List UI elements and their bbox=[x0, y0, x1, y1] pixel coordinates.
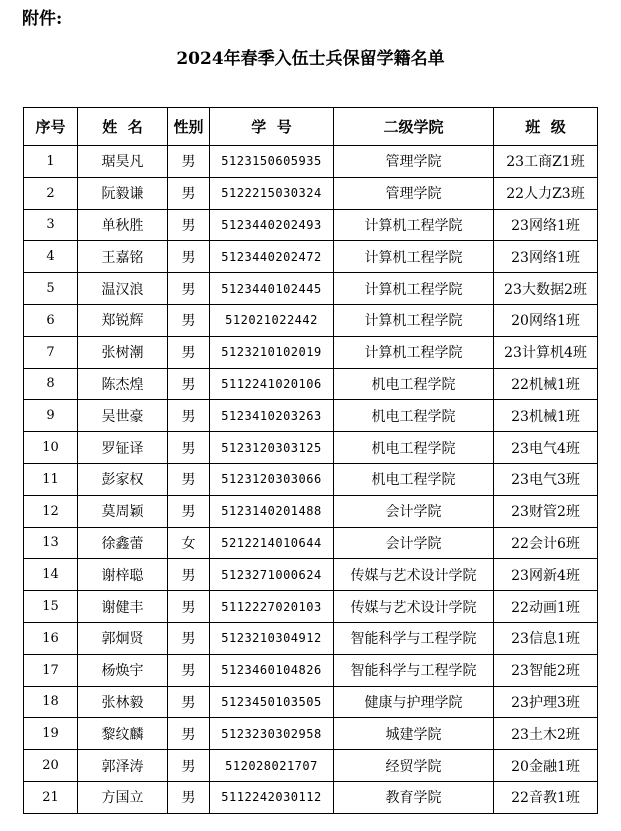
row-number-cell: 12 bbox=[24, 495, 78, 527]
college-cell: 教育学院 bbox=[334, 781, 494, 813]
class-name-cell: 22机械1班 bbox=[494, 368, 598, 400]
class-name-cell: 23智能2班 bbox=[494, 654, 598, 686]
student-name-cell: 温汉浪 bbox=[78, 273, 168, 305]
header-gender: 性别 bbox=[168, 108, 210, 146]
student-id-cell: 5112242030112 bbox=[210, 781, 334, 813]
student-id-cell: 5123210304912 bbox=[210, 622, 334, 654]
gender-cell: 女 bbox=[168, 527, 210, 559]
attachment-label: 附件: bbox=[22, 9, 63, 29]
table-row bbox=[24, 432, 598, 464]
row-number-cell: 7 bbox=[24, 336, 78, 368]
row-number-cell: 5 bbox=[24, 273, 78, 305]
college-cell: 会计学院 bbox=[334, 527, 494, 559]
gender-cell: 男 bbox=[168, 368, 210, 400]
college-cell: 计算机工程学院 bbox=[334, 273, 494, 305]
student-name-cell: 谢梓聪 bbox=[78, 559, 168, 591]
student-name-cell: 张林毅 bbox=[78, 686, 168, 718]
row-number-cell: 15 bbox=[24, 591, 78, 623]
student-name-cell: 徐鑫蕾 bbox=[78, 527, 168, 559]
row-number-cell: 3 bbox=[24, 209, 78, 241]
student-name-cell: 黎纹麟 bbox=[78, 718, 168, 750]
college-cell: 机电工程学院 bbox=[334, 368, 494, 400]
header-college: 二级学院 bbox=[334, 108, 494, 146]
student-id-cell: 5123271000624 bbox=[210, 559, 334, 591]
gender-cell: 男 bbox=[168, 781, 210, 813]
class-name-cell: 23工商Z1班 bbox=[494, 146, 598, 178]
college-cell: 计算机工程学院 bbox=[334, 304, 494, 336]
row-number-cell: 9 bbox=[24, 400, 78, 432]
student-name-cell: 王嘉铭 bbox=[78, 241, 168, 273]
college-cell: 机电工程学院 bbox=[334, 432, 494, 464]
row-number-cell: 21 bbox=[24, 781, 78, 813]
table-row bbox=[24, 146, 598, 178]
class-name-cell: 23信息1班 bbox=[494, 622, 598, 654]
gender-cell: 男 bbox=[168, 209, 210, 241]
student-id-cell: 5123460104826 bbox=[210, 654, 334, 686]
student-id-cell: 512021022442 bbox=[210, 304, 334, 336]
student-name-cell: 罗钲译 bbox=[78, 432, 168, 464]
student-name-cell: 方国立 bbox=[78, 781, 168, 813]
table-row bbox=[24, 304, 598, 336]
class-name-cell: 23网络1班 bbox=[494, 241, 598, 273]
header-class: 班 级 bbox=[494, 108, 598, 146]
student-id-cell: 5123210102019 bbox=[210, 336, 334, 368]
row-number-cell: 2 bbox=[24, 177, 78, 209]
student-id-cell: 5123120303125 bbox=[210, 432, 334, 464]
class-name-cell: 23机械1班 bbox=[494, 400, 598, 432]
gender-cell: 男 bbox=[168, 146, 210, 178]
college-cell: 计算机工程学院 bbox=[334, 209, 494, 241]
class-name-cell: 22会计6班 bbox=[494, 527, 598, 559]
table-row bbox=[24, 400, 598, 432]
header-name: 姓 名 bbox=[78, 108, 168, 146]
student-name-cell: 彭家权 bbox=[78, 463, 168, 495]
class-name-cell: 23护理3班 bbox=[494, 686, 598, 718]
college-cell: 智能科学与工程学院 bbox=[334, 622, 494, 654]
table-row bbox=[24, 750, 598, 782]
college-cell: 健康与护理学院 bbox=[334, 686, 494, 718]
table-row bbox=[24, 718, 598, 750]
student-name-cell: 阮毅谦 bbox=[78, 177, 168, 209]
gender-cell: 男 bbox=[168, 304, 210, 336]
college-cell: 传媒与艺术设计学院 bbox=[334, 559, 494, 591]
student-id-cell: 5123440202493 bbox=[210, 209, 334, 241]
student-id-cell: 5123410203263 bbox=[210, 400, 334, 432]
row-number-cell: 1 bbox=[24, 146, 78, 178]
student-name-cell: 谢健丰 bbox=[78, 591, 168, 623]
table-row bbox=[24, 781, 598, 813]
student-name-cell: 单秋胜 bbox=[78, 209, 168, 241]
class-name-cell: 23土木2班 bbox=[494, 718, 598, 750]
table-row bbox=[24, 686, 598, 718]
student-id-cell: 5112227020103 bbox=[210, 591, 334, 623]
college-cell: 管理学院 bbox=[334, 146, 494, 178]
header-no: 序号 bbox=[24, 108, 78, 146]
table-row bbox=[24, 622, 598, 654]
row-number-cell: 18 bbox=[24, 686, 78, 718]
student-id-cell: 5123440202472 bbox=[210, 241, 334, 273]
roster-table bbox=[23, 107, 598, 814]
class-name-cell: 22动画1班 bbox=[494, 591, 598, 623]
row-number-cell: 20 bbox=[24, 750, 78, 782]
table-row bbox=[24, 559, 598, 591]
gender-cell: 男 bbox=[168, 432, 210, 464]
college-cell: 管理学院 bbox=[334, 177, 494, 209]
college-cell: 智能科学与工程学院 bbox=[334, 654, 494, 686]
class-name-cell: 20网络1班 bbox=[494, 304, 598, 336]
row-number-cell: 16 bbox=[24, 622, 78, 654]
student-name-cell: 琚昊凡 bbox=[78, 146, 168, 178]
student-name-cell: 郑锐辉 bbox=[78, 304, 168, 336]
gender-cell: 男 bbox=[168, 177, 210, 209]
gender-cell: 男 bbox=[168, 273, 210, 305]
gender-cell: 男 bbox=[168, 495, 210, 527]
class-name-cell: 23电气4班 bbox=[494, 432, 598, 464]
student-id-cell: 5123150605935 bbox=[210, 146, 334, 178]
college-cell: 城建学院 bbox=[334, 718, 494, 750]
student-id-cell: 5123140201488 bbox=[210, 495, 334, 527]
student-id-cell: 5123120303066 bbox=[210, 463, 334, 495]
student-id-cell: 5112241020106 bbox=[210, 368, 334, 400]
table-row bbox=[24, 368, 598, 400]
row-number-cell: 6 bbox=[24, 304, 78, 336]
table-row bbox=[24, 177, 598, 209]
student-id-cell: 5212214010644 bbox=[210, 527, 334, 559]
student-name-cell: 莫周颖 bbox=[78, 495, 168, 527]
table-row bbox=[24, 273, 598, 305]
table-row bbox=[24, 495, 598, 527]
header-student-id: 学 号 bbox=[210, 108, 334, 146]
class-name-cell: 23计算机4班 bbox=[494, 336, 598, 368]
row-number-cell: 19 bbox=[24, 718, 78, 750]
row-number-cell: 13 bbox=[24, 527, 78, 559]
gender-cell: 男 bbox=[168, 591, 210, 623]
class-name-cell: 23财管2班 bbox=[494, 495, 598, 527]
class-name-cell: 22音教1班 bbox=[494, 781, 598, 813]
student-id-cell: 512028021707 bbox=[210, 750, 334, 782]
college-cell: 计算机工程学院 bbox=[334, 336, 494, 368]
document-title: 2024年春季入伍士兵保留学籍名单 bbox=[176, 49, 445, 69]
student-id-cell: 5123230302958 bbox=[210, 718, 334, 750]
table-row bbox=[24, 241, 598, 273]
student-id-cell: 5123440102445 bbox=[210, 273, 334, 305]
college-cell: 传媒与艺术设计学院 bbox=[334, 591, 494, 623]
table-row bbox=[24, 591, 598, 623]
student-name-cell: 张树潮 bbox=[78, 336, 168, 368]
row-number-cell: 17 bbox=[24, 654, 78, 686]
student-id-cell: 5122215030324 bbox=[210, 177, 334, 209]
student-id-cell: 5123450103505 bbox=[210, 686, 334, 718]
class-name-cell: 23网新4班 bbox=[494, 559, 598, 591]
class-name-cell: 23电气3班 bbox=[494, 463, 598, 495]
student-name-cell: 郭炯贤 bbox=[78, 622, 168, 654]
gender-cell: 男 bbox=[168, 241, 210, 273]
row-number-cell: 8 bbox=[24, 368, 78, 400]
college-cell: 经贸学院 bbox=[334, 750, 494, 782]
gender-cell: 男 bbox=[168, 463, 210, 495]
gender-cell: 男 bbox=[168, 686, 210, 718]
gender-cell: 男 bbox=[168, 654, 210, 686]
table-row bbox=[24, 463, 598, 495]
college-cell: 机电工程学院 bbox=[334, 463, 494, 495]
row-number-cell: 4 bbox=[24, 241, 78, 273]
row-number-cell: 10 bbox=[24, 432, 78, 464]
college-cell: 机电工程学院 bbox=[334, 400, 494, 432]
college-cell: 计算机工程学院 bbox=[334, 241, 494, 273]
student-name-cell: 郭泽涛 bbox=[78, 750, 168, 782]
gender-cell: 男 bbox=[168, 559, 210, 591]
gender-cell: 男 bbox=[168, 336, 210, 368]
class-name-cell: 23大数据2班 bbox=[494, 273, 598, 305]
table-row bbox=[24, 336, 598, 368]
student-name-cell: 吴世豪 bbox=[78, 400, 168, 432]
gender-cell: 男 bbox=[168, 718, 210, 750]
table-header-row bbox=[24, 108, 598, 146]
student-name-cell: 陈杰煌 bbox=[78, 368, 168, 400]
student-name-cell: 杨焕宇 bbox=[78, 654, 168, 686]
class-name-cell: 22人力Z3班 bbox=[494, 177, 598, 209]
class-name-cell: 23网络1班 bbox=[494, 209, 598, 241]
row-number-cell: 11 bbox=[24, 463, 78, 495]
gender-cell: 男 bbox=[168, 400, 210, 432]
table-row bbox=[24, 654, 598, 686]
gender-cell: 男 bbox=[168, 622, 210, 654]
row-number-cell: 14 bbox=[24, 559, 78, 591]
class-name-cell: 20金融1班 bbox=[494, 750, 598, 782]
table-row bbox=[24, 209, 598, 241]
gender-cell: 男 bbox=[168, 750, 210, 782]
table-row bbox=[24, 527, 598, 559]
college-cell: 会计学院 bbox=[334, 495, 494, 527]
